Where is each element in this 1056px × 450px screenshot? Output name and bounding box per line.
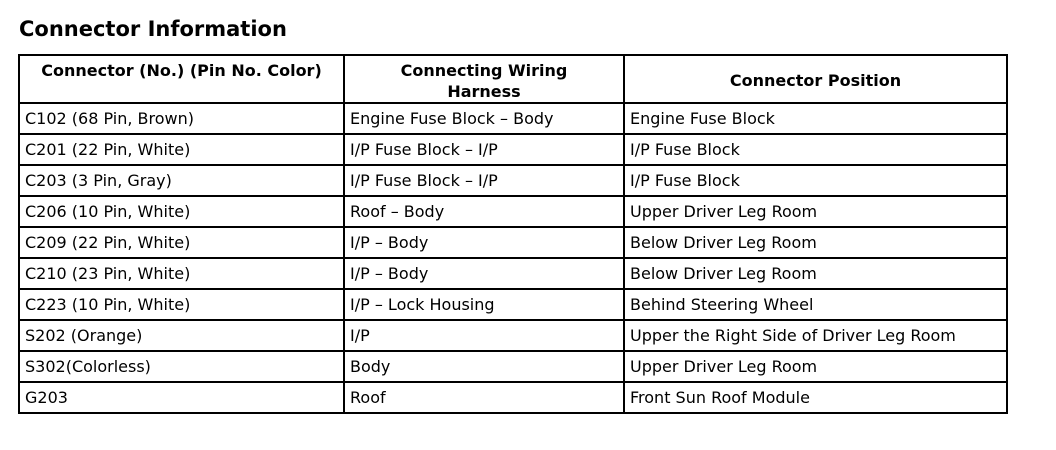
connector-cell: C102 (68 Pin, Brown) [19,103,344,134]
table-row [19,103,1007,134]
table-row [19,165,1007,196]
table-row [19,227,1007,258]
header-harness: Connecting Wiring Harness [344,55,624,103]
table-row [19,289,1007,320]
connector-cell: C203 (3 Pin, Gray) [19,165,344,196]
connector-cell: C209 (22 Pin, White) [19,227,344,258]
position-cell: Engine Fuse Block [624,103,1007,134]
table-row [19,258,1007,289]
harness-cell: Engine Fuse Block – Body [344,103,624,134]
connector-cell: S202 (Orange) [19,320,344,351]
harness-cell: I/P Fuse Block – I/P [344,165,624,196]
connector-info-table [18,54,1008,414]
header-connector: Connector (No.) (Pin No. Color) [19,55,344,103]
connector-cell: S302(Colorless) [19,351,344,382]
page-title: Connector Information [19,17,287,41]
header-row [19,55,1007,103]
harness-cell: I/P Fuse Block – I/P [344,134,624,165]
connector-cell: C206 (10 Pin, White) [19,196,344,227]
harness-cell: Roof – Body [344,196,624,227]
position-cell: Upper Driver Leg Room [624,351,1007,382]
header-position: Connector Position [624,55,1007,103]
position-cell: Upper Driver Leg Room [624,196,1007,227]
connector-cell: G203 [19,382,344,413]
table-row [19,351,1007,382]
table-row [19,382,1007,413]
harness-cell: Roof [344,382,624,413]
position-cell: I/P Fuse Block [624,165,1007,196]
connector-cell: C223 (10 Pin, White) [19,289,344,320]
position-cell: Below Driver Leg Room [624,227,1007,258]
table-row [19,196,1007,227]
harness-cell: I/P – Body [344,258,624,289]
position-cell: Behind Steering Wheel [624,289,1007,320]
position-cell: Below Driver Leg Room [624,258,1007,289]
position-cell: I/P Fuse Block [624,134,1007,165]
connector-cell: C210 (23 Pin, White) [19,258,344,289]
position-cell: Front Sun Roof Module [624,382,1007,413]
harness-cell: I/P [344,320,624,351]
harness-cell: I/P – Body [344,227,624,258]
harness-cell: Body [344,351,624,382]
connector-cell: C201 (22 Pin, White) [19,134,344,165]
position-cell: Upper the Right Side of Driver Leg Room [624,320,1007,351]
table-row [19,320,1007,351]
table-row [19,134,1007,165]
harness-cell: I/P – Lock Housing [344,289,624,320]
